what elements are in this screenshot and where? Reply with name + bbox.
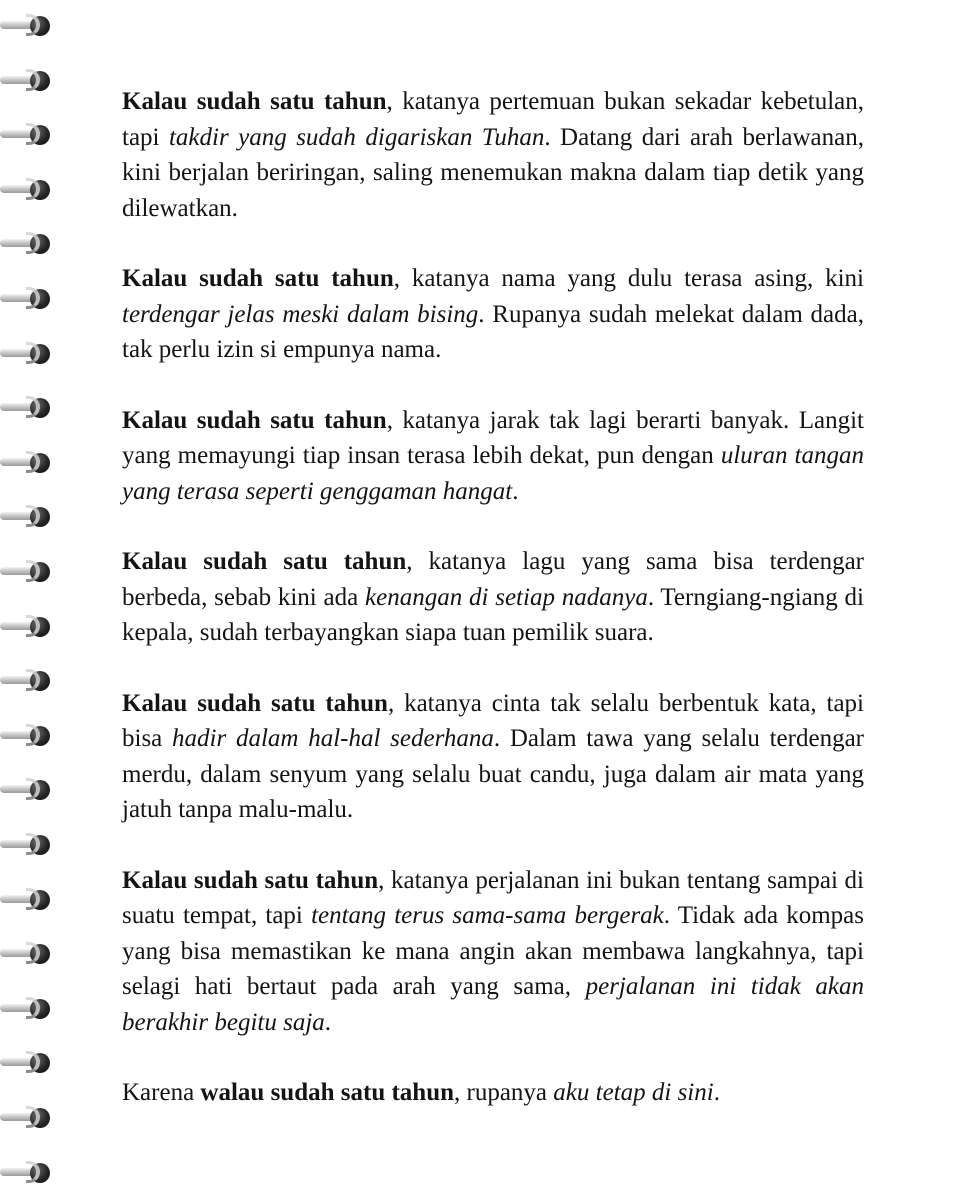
spiral-ring-icon <box>0 396 56 418</box>
paragraph-6-text: , katanya perjalanan ini bukan tentang sampai di suatu tempat, tapi <box>122 866 864 929</box>
closing-text-end: . <box>713 1079 720 1106</box>
paragraph-4-italic: kenangan di setiap nadanya <box>365 583 648 611</box>
paragraph-6-bold: Kalau sudah satu tahun <box>122 866 379 894</box>
paragraph-1 <box>122 84 864 226</box>
paragraph-5-bold: Kalau sudah satu tahun <box>122 689 388 717</box>
paragraph-5 <box>122 686 864 828</box>
closing-italic: aku tetap di sini <box>553 1079 714 1106</box>
spiral-ring-icon <box>0 1051 56 1073</box>
spiral-ring-icon <box>0 778 56 800</box>
paragraph-1-text-end: . Datang dari arah berlawanan, kini berjalan beriringan, saling menemukan makna dalam tiap detik yang dilewatkan. <box>122 123 864 222</box>
spiral-ring-icon <box>0 123 56 145</box>
paragraph-2-italic: terdengar jelas meski dalam bising <box>122 300 479 328</box>
paragraph-3-text: , katanya jarak tak lagi berarti banyak. Langit yang memayungi tiap insan terasa lebih dekat, pun dengan <box>122 406 864 469</box>
paragraph-3 <box>122 403 864 510</box>
spiral-ring-icon <box>0 942 56 964</box>
paragraph-2 <box>122 261 864 368</box>
spiral-ring-icon <box>0 232 56 254</box>
paragraph-1-text: , katanya pertemuan bukan sekadar kebetulan, tapi <box>122 88 865 151</box>
paragraph-6-text-mid: . Tidak ada kompas yang bisa memastikan ke mana angin akan membawa langkahnya, tapi selagi hati bertaut pada arah yang sama, <box>122 902 864 1000</box>
spiral-ring-icon <box>0 1106 56 1128</box>
spiral-ring-icon <box>0 505 56 527</box>
paragraph-6-italic: tentang terus sama-sama bergerak <box>311 902 664 929</box>
paragraph-4-text-end: . Terngiang-ngiang di kepala, sudah terbayangkan siapa tuan pemilik suara. <box>122 583 864 646</box>
paragraph-1-italic: takdir yang sudah digariskan Tuhan <box>168 123 545 151</box>
spiral-ring-icon <box>0 342 56 364</box>
paragraph-5-text: , katanya cinta tak selalu berbentuk kata, tapi bisa <box>122 689 865 752</box>
page-text <box>122 84 864 1146</box>
paragraph-5-italic: hadir dalam hal-hal sederhana <box>172 725 494 752</box>
closing-text-mid: , rupanya <box>454 1079 554 1106</box>
paragraph-4-text: , katanya lagu yang sama bisa terdengar berbeda, sebab kini ada <box>122 548 864 611</box>
spiral-ring-icon <box>0 451 56 473</box>
closing-text-start: Karena <box>122 1079 201 1106</box>
spiral-ring-icon <box>0 997 56 1019</box>
spiral-ring-icon <box>0 560 56 582</box>
spiral-ring-icon <box>0 287 56 309</box>
paragraph-1-bold: Kalau sudah satu tahun <box>122 88 387 115</box>
paragraph-3-bold: Kalau sudah satu tahun <box>122 406 387 434</box>
spiral-ring-icon <box>0 669 56 691</box>
paragraph-2-text-end: . Rupanya sudah melekat dalam dada, tak perlu izin si empunya nama. <box>122 300 864 363</box>
spiral-ring-icon <box>0 178 56 200</box>
paragraph-3-italic: uluran tangan yang terasa seperti genggaman hangat <box>122 442 864 505</box>
paragraph-6 <box>122 863 864 1041</box>
spiral-ring-icon <box>0 69 56 91</box>
spiral-ring-icon <box>0 724 56 746</box>
spiral-ring-icon <box>0 888 56 910</box>
closing-bold: walau sudah satu tahun <box>200 1079 455 1106</box>
paragraph-6-text-end: . <box>324 1008 332 1036</box>
closing-paragraph <box>122 1075 864 1111</box>
spiral-ring-icon <box>0 1161 56 1183</box>
paragraph-2-text: , katanya nama yang dulu terasa asing, kini <box>393 265 864 292</box>
paragraph-6-italic-2: perjalanan ini tidak akan berakhir begitu saja <box>122 973 864 1036</box>
spiral-ring-icon <box>0 615 56 637</box>
paragraph-3-text-end: . <box>512 477 519 505</box>
spiral-ring-icon <box>0 833 56 855</box>
paragraph-5-text-end: . Dalam tawa yang selalu terdengar merdu, dalam senyum yang selalu buat candu, juga dalam air mata yang jatuh tanpa malu-malu. <box>122 725 864 823</box>
paragraph-4-bold: Kalau sudah satu tahun <box>122 548 407 575</box>
paragraph-4 <box>122 544 864 651</box>
spiral-binding <box>0 0 70 1200</box>
spiral-ring-icon <box>0 14 56 36</box>
paragraph-2-bold: Kalau sudah satu tahun <box>122 265 394 292</box>
